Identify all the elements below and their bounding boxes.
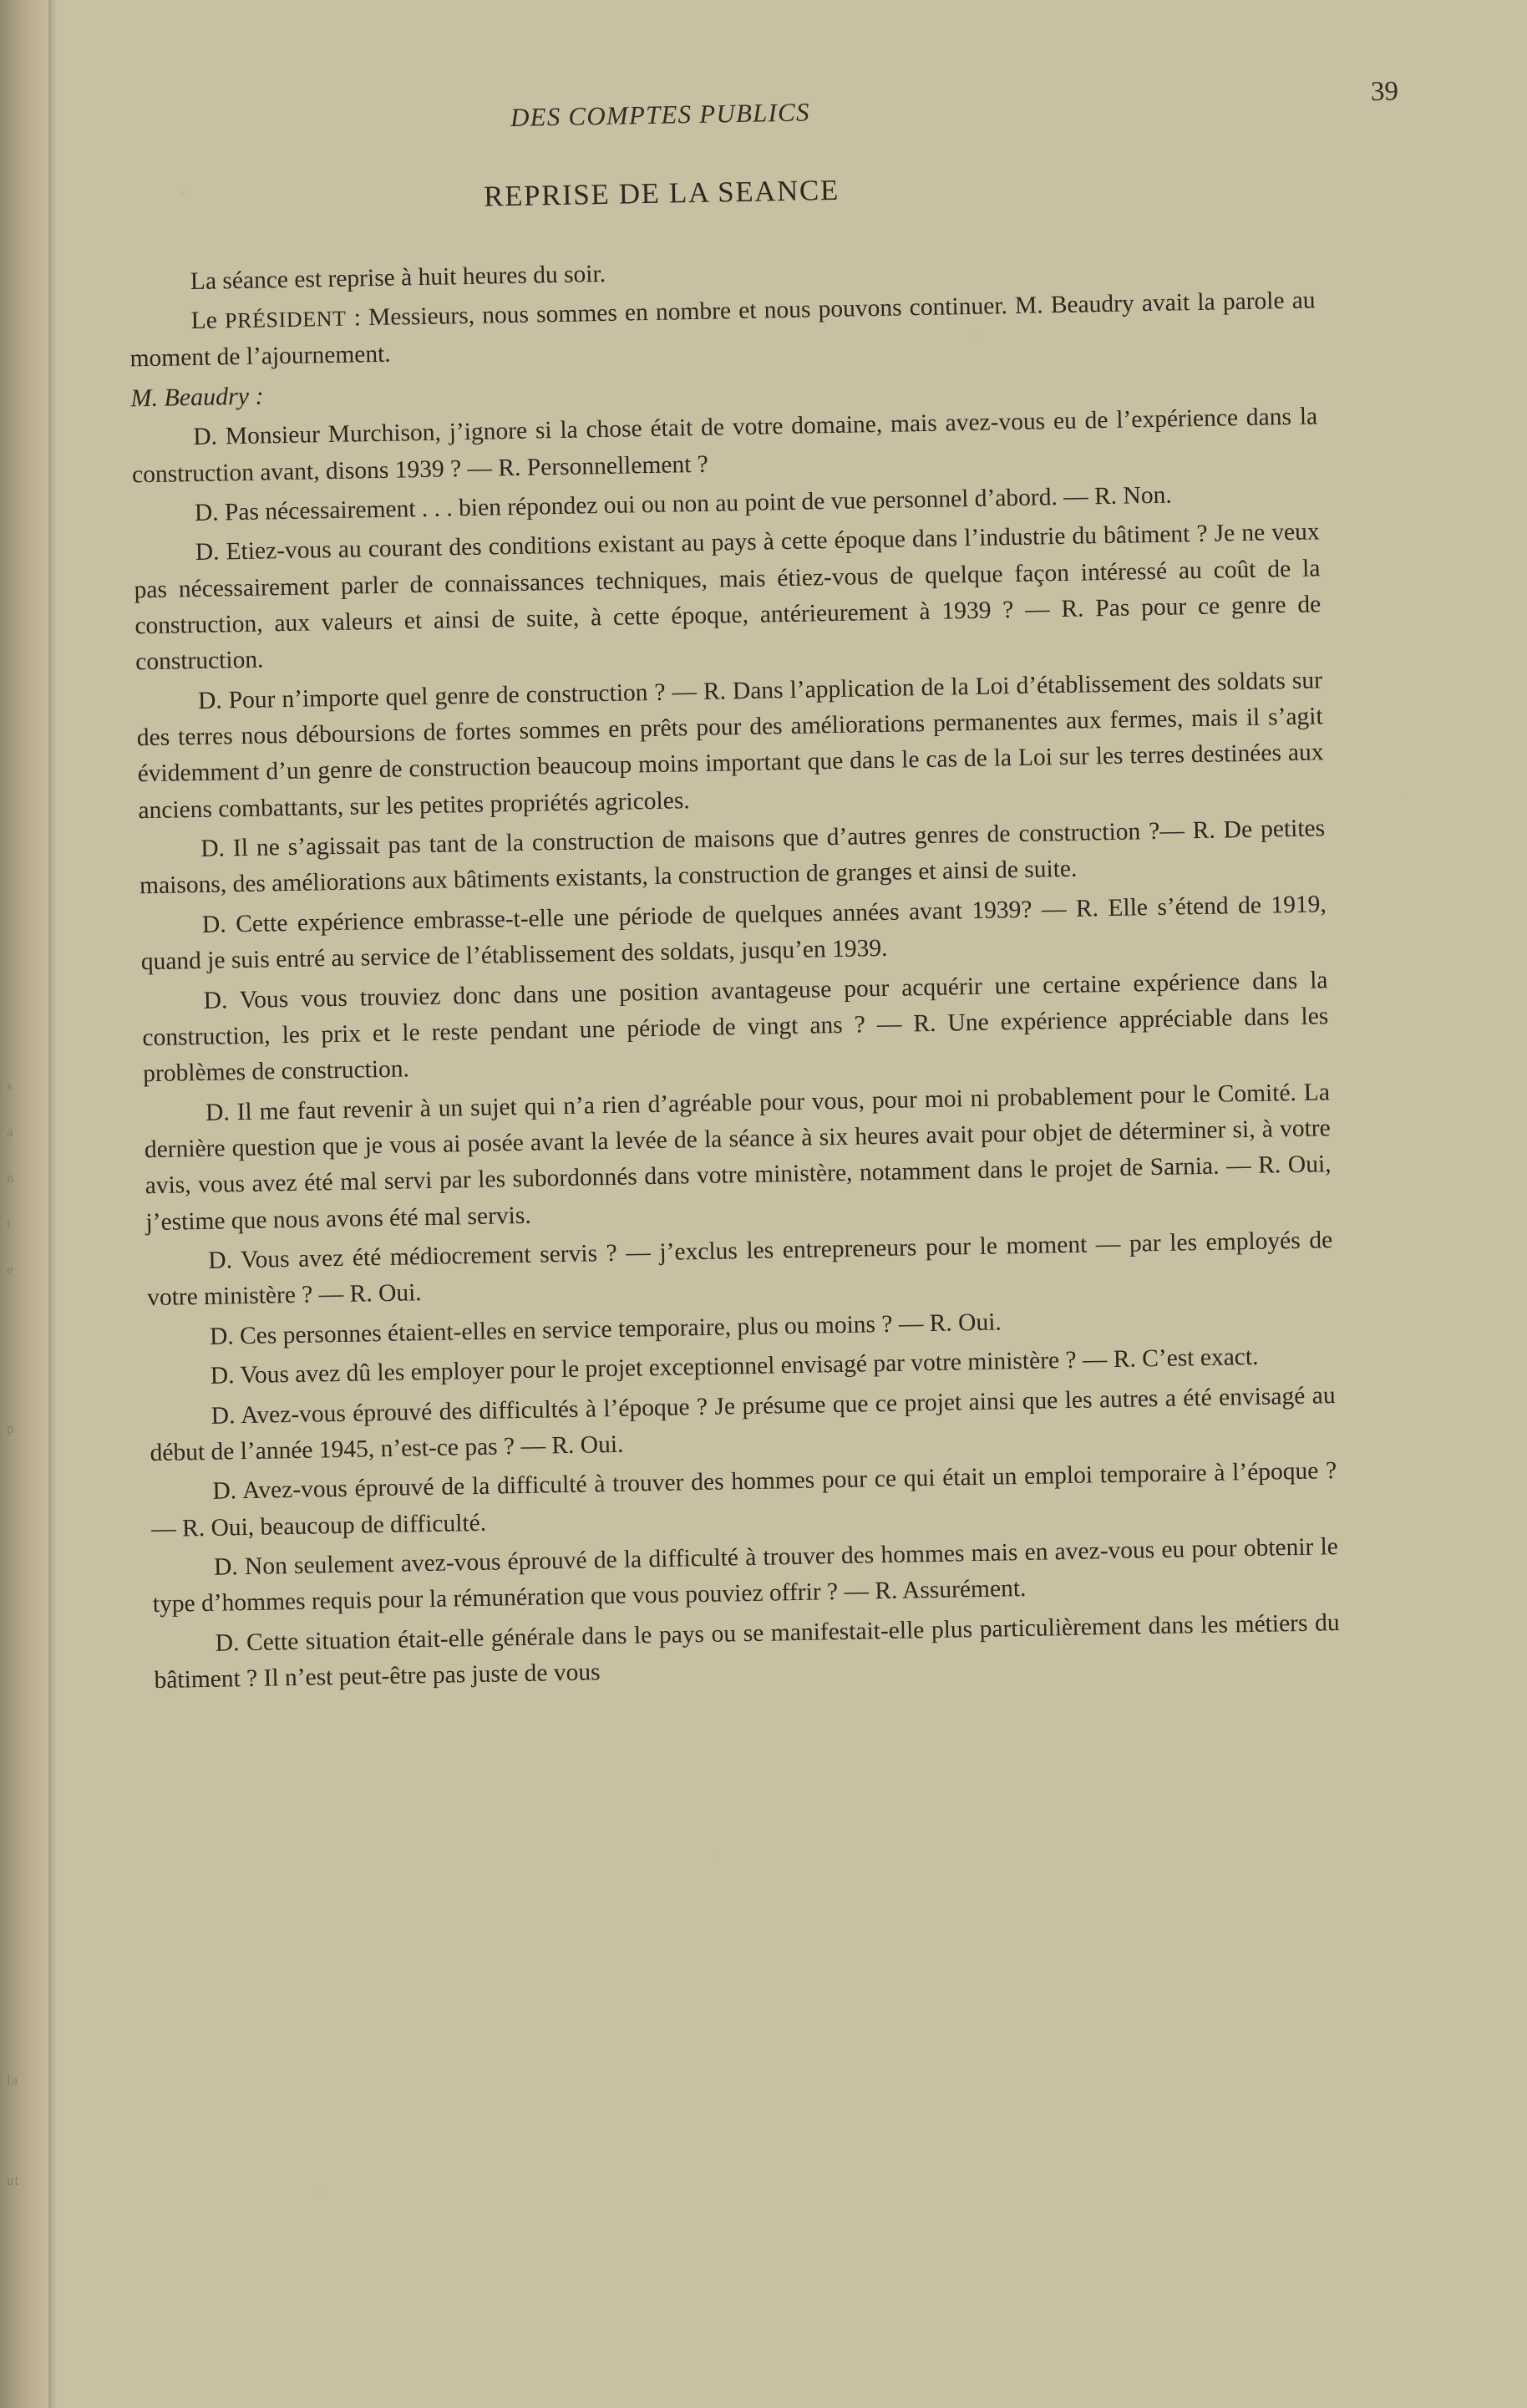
margin-mark: a: [7, 1124, 14, 1140]
qa-item: D. Avez-vous éprouvé de la difficulté à trouver des hommes pour ce qui était un emploi temporaire à l’époque ? — R. Oui, beaucoup de difficulté.: [150, 1457, 1337, 1542]
margin-mark: la: [7, 2072, 19, 2088]
qa-item: D. Vous avez été médiocrement servis ? — j’exclus les entrepreneurs pour le moment — par les employés de votre ministère ? — R. Oui.: [146, 1227, 1333, 1312]
running-head: DES COMPTES PUBLICS: [510, 97, 810, 132]
margin-mark: p: [7, 1420, 15, 1436]
qa-item: D. Avez-vous éprouvé des difficultés à l’époque ? Je présume que ce projet ainsi que les autres a été envisagé au début de l’année 1945, n’est-ce pas ? — R. Oui.: [150, 1381, 1336, 1467]
president-smallcaps: PRÉSIDENT: [224, 306, 347, 333]
qa-item: D. Cette expérience embrasse-t-elle une période de quelques années avant 1939? — R. Elle s’étend de 1919, quand je suis entré au service de l’établissement des soldats, jusqu’en 1939.: [140, 891, 1327, 976]
gutter-shadow: [48, 0, 57, 2408]
president-prefix: Le: [190, 307, 226, 335]
qa-item: D. Il ne s’agissait pas tant de la construction de maisons que d’autres genres de construction ?— R. De petites maisons, des améliorations aux bâtiments existants, la construction de granges et ainsi de suite.: [139, 815, 1326, 900]
binding-gutter: [0, 0, 52, 2408]
qa-item: D. Pour n’importe quel genre de construction ? — R. Dans l’application de la Loi d’établissement des soldats sur des terres nous déboursions de fortes sommes en prêts pour des améliorations permanentes aux fermes, mais il s’agit évidemment d’un genre de construction beaucoup moins important que dans le cas de la Loi sur les terres destinées aux anciens combattants, sur les petites propriétés agricoles.: [136, 666, 1324, 825]
margin-mark: t: [7, 1216, 12, 1232]
opening-line: La séance est reprise à huit heures du soir.: [190, 260, 606, 296]
section-title: REPRISE DE LA SEANCE: [483, 173, 840, 213]
president-rest: : Messieurs, nous sommes en nombre et nous pouvons continuer. M. Beaudry avait la parole au moment de l’ajournement.: [129, 287, 1316, 373]
page-number: 39: [1370, 76, 1399, 108]
qa-item: D. Pas nécessairement . . . bien répondez oui ou non au point de vue personnel d’abord. — R. Non.: [194, 481, 1172, 526]
qa-item: D. Cette situation était-elle générale dans le pays ou se manifestait-elle plus particulièrement dans les métiers du bâtiment ? Il n’est peut-être pas juste de vous: [154, 1608, 1340, 1694]
page-content: [125, 76, 1458, 1703]
qa-item: D. Non seulement avez-vous éprouvé de la difficulté à trouver des hommes mais en avez-vous eu pour obtenir le type d’hommes requis pour la rémunération que vous pouviez offrir ? — R. Assurément.: [152, 1533, 1339, 1618]
margin-mark: ut: [7, 2172, 20, 2188]
qa-item: D. Monsieur Murchison, j’ignore si la chose était de votre domaine, mais avez-vous eu de l’expérience dans la construction avant, disons 1939 ? — R. Personnellement ?: [131, 403, 1318, 488]
margin-mark: n: [7, 1170, 15, 1186]
margin-mark: s: [7, 1078, 13, 1094]
qa-item: D. Il me faut revenir à un sujet qui n’a rien d’agréable pour vous, pour moi ni probablement pour le Comité. La dernière question que je vous ai posée avant la levée de la séance à six heures avait pour objet de déterminer si, à votre avis, vous avez été mal servi par les subordonnés dans votre ministère, notamment dans le projet de Sarnia. — R. Oui, j’estime que nous avons été mal servis.: [144, 1078, 1332, 1236]
body-text: [129, 243, 1341, 1699]
qa-item: D. Ces personnes étaient-elles en service temporaire, plus ou moins ? — R. Oui.: [209, 1308, 1002, 1350]
qa-item: D. Vous vous trouviez donc dans une position avantageuse pour acquérir une certaine expérience dans la construction, les prix et le reste pendant une période de vingt ans ? — R. Une expérience appréciable dans les problèmes de construction.: [142, 966, 1329, 1088]
margin-mark: e: [7, 1262, 14, 1278]
qa-item: D. Vous avez dû les employer pour le projet exceptionnel envisagé par votre ministère ? — R. C’est exact.: [210, 1343, 1259, 1389]
qa-item: D. Etiez-vous au courant des conditions existant au pays à cette époque dans l’industrie du bâtiment ? Je ne veux pas nécessairement parler de connaissances techniques, mais étiez-vous de quelque façon intéressé au coût de la construction, aux valeurs et ainsi de suite, à cette époque, antérieurement à 1939 ? — R. Pas pour ce genre de construction.: [134, 518, 1322, 676]
speaker-label: M. Beaudry :: [130, 382, 264, 413]
